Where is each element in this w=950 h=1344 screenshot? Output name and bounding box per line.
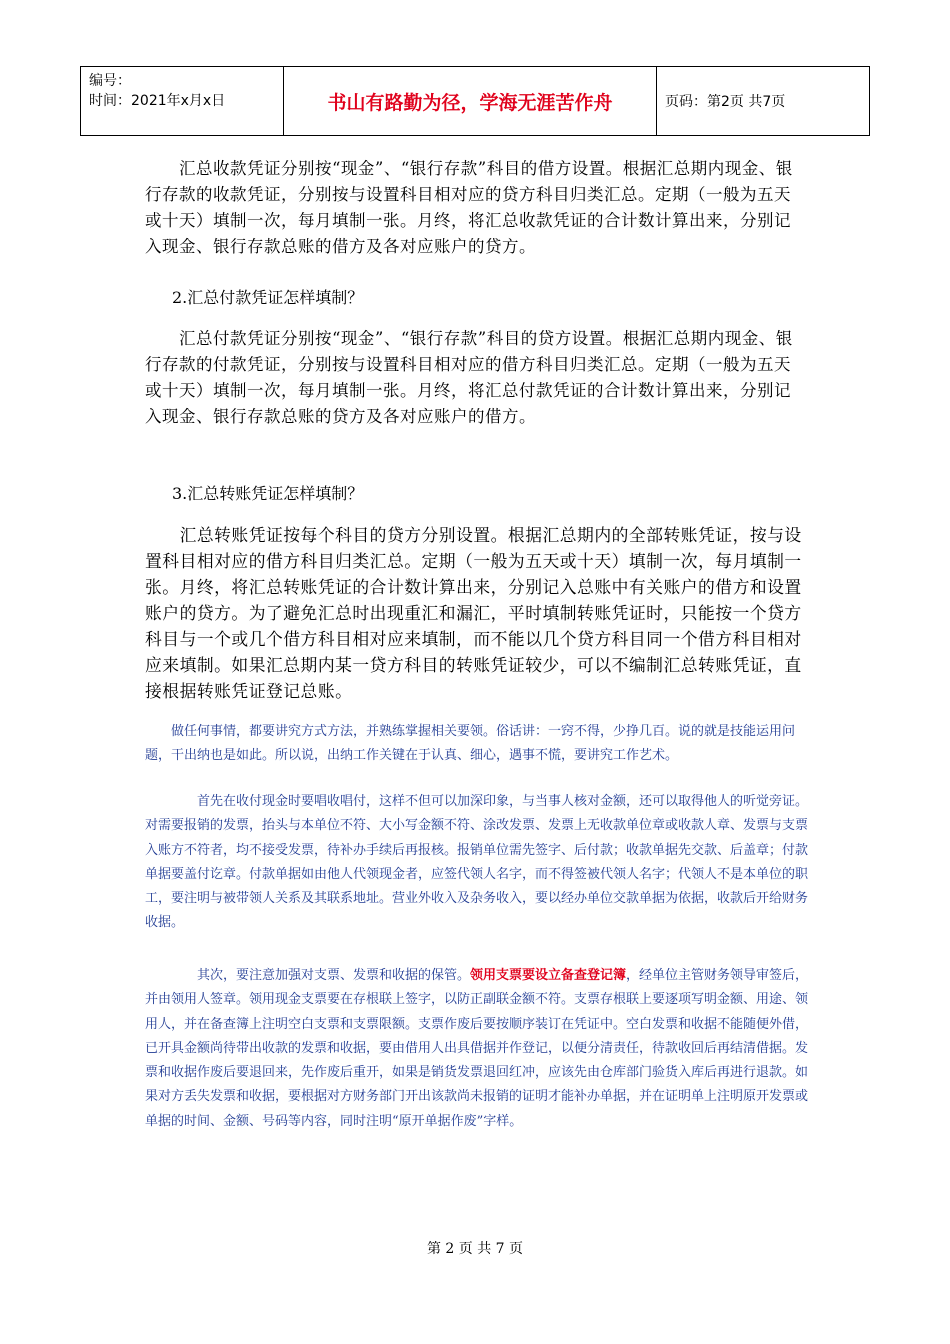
header-motto: 书山有路勤为径，学海无涯苦作舟 bbox=[284, 67, 657, 135]
question-transfer-summary: 3.汇总转账凭证怎样填制？ bbox=[172, 484, 364, 503]
custody-text-post: ，经单位主管财务领导审签后，并由领用人签章。领用现金支票要在存根联上签字，以防正副联金额不符。支票存根联上要逐项写明金额、用途、领用人，并在备查簿上注明空白支票和支票限额。支票作废后要按顺序装订在凭证中。空白发票和收据不能随便外借，已开具金额尚待带出收款的发票和收据，要由借用人出具借据并作登记，以便分清责任，待款收回后再结清借据。发票和收据作废后要退回来，先作废后重开，如果是销货发票退回红冲，应该先由仓库部门验货入库后再进行退款。如果对方丢失发票和收据，要根据对方财务部门开出该款尚未报销的证明才能补办单据，并在证明单上注明原开发票或单据的时间、金额、号码等内容，同时注明“原开单据作废”字样。 bbox=[145, 968, 809, 1129]
paragraph-receipt-summary: 汇总收款凭证分别按“现金”、“银行存款”科目的借方设置。根据汇总期内现金、银行存款的收款凭证，分别按与设置科目相对应的贷方科目归类汇总。定期（一般为五天或十天）填制一次，每月填制一张。月终，将汇总收款凭证的合计数计算出来，分别记入现金、银行存款总账的借方及各对应账户的贷方。 bbox=[145, 159, 793, 256]
doc-id-label: 编号： bbox=[89, 73, 131, 89]
doc-date-label: 时间：2021年x月x日 bbox=[89, 93, 226, 109]
paragraph-transfer-summary: 汇总转账凭证按每个科目的贷方分别设置。根据汇总期内的全部转账凭证，按与设置科目相对应的借方科目归类汇总。定期（一般为五天或十天）填制一次，每月填制一张。月终，将汇总转账凭证的合计数计算出来，分别记入总账中有关账户的借方和设置账户的贷方。为了避免汇总时出现重汇和漏汇，平时填制转账凭证时，只能按一个贷方科目与一个或几个借方科目相对应来填制，而不能以几个贷方科目同一个借方科目相对应来填制。如果汇总期内某一贷方科目的转账凭证较少，可以不编制汇总转账凭证，直接根据转账凭证登记总账。 bbox=[145, 525, 802, 701]
custody-highlight: 领用支票要设立备查登记簿 bbox=[470, 968, 627, 983]
header-page-info: 页码：第2页 共7页 bbox=[665, 94, 786, 110]
blue-paragraph-document-custody bbox=[145, 964, 810, 1134]
header-meta bbox=[81, 67, 284, 135]
custody-text-pre: 其次，要注意加强对支票、发票和收据的保管。 bbox=[145, 968, 471, 983]
blue-paragraph-methods: 做任何事情，都要讲究方式方法，并熟练掌握相关要领。俗话讲：一窍不得，少挣几百。说的就是技能运用问题，干出纳也是如此。所以说，出纳工作关键在于认真、细心，遇事不慌，要讲究工作艺术。 bbox=[145, 724, 796, 764]
blue-paragraph-cash-handling: 首先在收付现金时要唱收唱付，这样不但可以加深印象，与当事人核对金额，还可以取得他人的听觉旁证。对需要报销的发票，抬头与本单位不符、大小写金额不符、涂改发票、发票上无收款单位章或收款人章、发票与支票入账方不符者，均不接受发票，待补办手续后再报核。报销单位需先签字、后付款；收款单据先交款、后盖章；付款单据要盖付讫章。付款单据如由他人代领现金者，应签代领人名字，而不得签被代领人名字；代领人不是本单位的职工，要注明与被带领人关系及其联系地址。营业外收入及杂务收入，要以经办单位交款单据为依据，收款后开给财务收据。 bbox=[145, 794, 809, 931]
paragraph-payment-summary: 汇总付款凭证分别按“现金”、“银行存款”科目的贷方设置。根据汇总期内现金、银行存款的付款凭证，分别按与设置科目相对应的借方科目归类汇总。定期（一般为五天或十天）填制一次，每月填制一张。月终，将汇总付款凭证的合计数计算出来，分别记入现金、银行存款总账的贷方及各对应账户的借方。 bbox=[145, 329, 793, 426]
question-payment-summary: 2.汇总付款凭证怎样填制？ bbox=[172, 288, 364, 307]
header-table bbox=[80, 66, 870, 136]
page-footer: 第 2 页 共 7 页 bbox=[426, 1241, 524, 1257]
